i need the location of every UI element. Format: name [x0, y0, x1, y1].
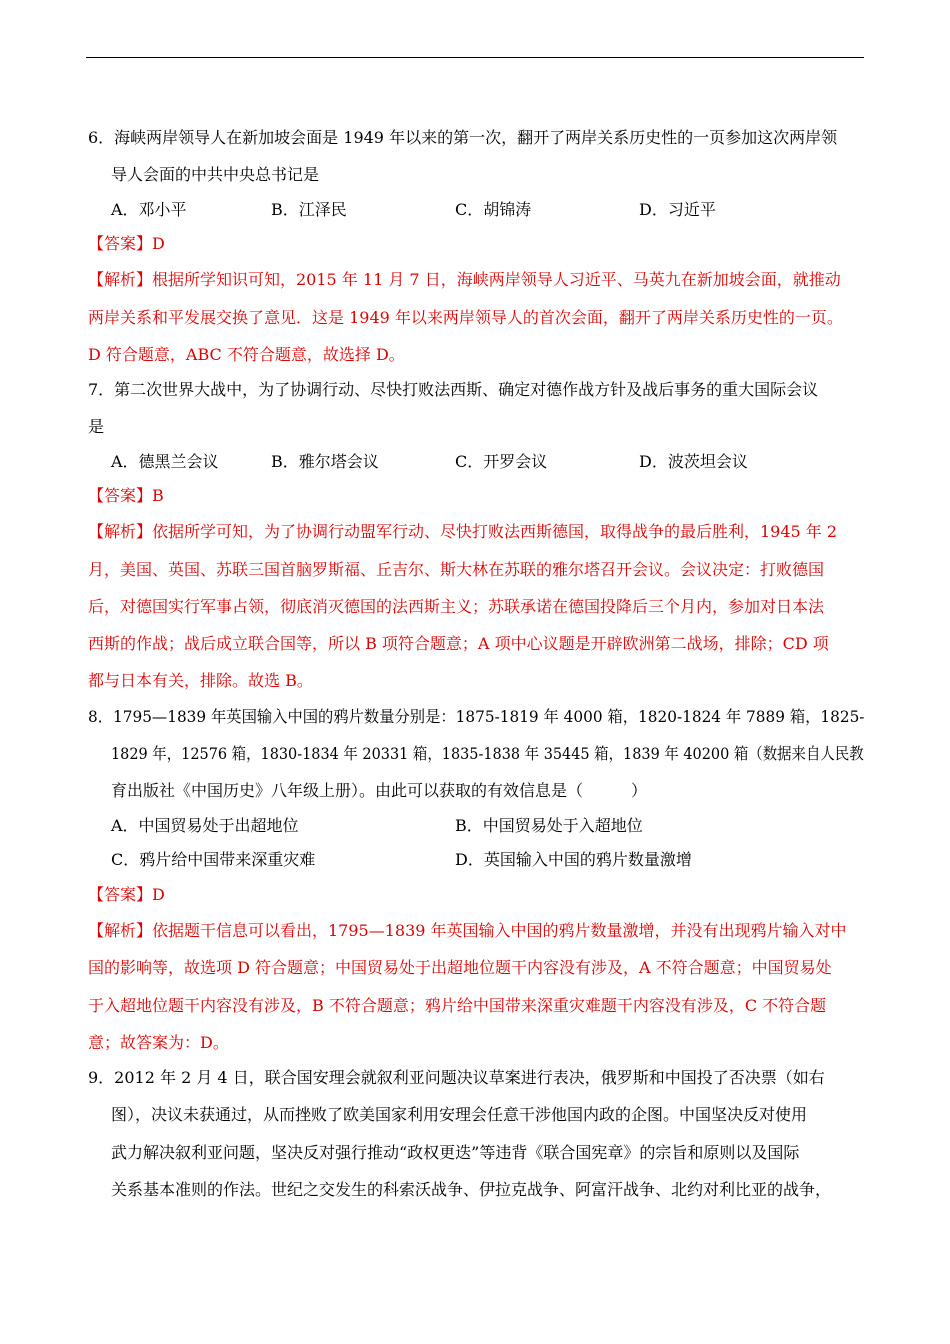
q6-stem-line-1: 6．海峡两岸领导人在新加坡会面是 1949 年以来的第一次，翻开了两岸关系历史性的一页参加这次两岸领 [88, 128, 838, 147]
q6-analysis-line-2: 两岸关系和平发展交换了意见．这是 1949 年以来两岸领导人的首次会面，翻开了两岸关系历史性的一页。 [88, 308, 843, 327]
q7-analysis-line-4: 西斯的作战；战后成立联合国等，所以 B 项符合题意；A 项中心议题是开辟欧洲第二战场，排除；CD 项 [88, 634, 829, 653]
q9-stem-line-4: 关系基本准则的作法。世纪之交发生的科索沃战争、伊拉克战争、阿富汗战争、北约对利比亚的战争， [111, 1180, 832, 1199]
q8-answer: 【答案】D [88, 885, 165, 904]
q7-option-b: B．雅尔塔会议 [271, 452, 379, 471]
q7-option-a: A．德黑兰会议 [111, 452, 219, 471]
q8-option-d: D．英国输入中国的鸦片数量激增 [455, 850, 692, 869]
q9-stem-line-1: 9．2012 年 2 月 4 日，联合国安理会就叙利亚问题决议草案进行表决，俄罗斯和中国投了否决票（如右 [88, 1068, 825, 1087]
q9-stem-line-2: 图），决议未获通过，从而挫败了欧美国家利用安理会任意干涉他国内政的企图。中国坚决反对使用 [111, 1105, 808, 1124]
q6-analysis-line-3: D 符合题意，ABC 不符合题意，故选择 D。 [88, 345, 405, 364]
q8-analysis-line-4: 意；故答案为：D。 [88, 1033, 229, 1052]
q7-stem-line-1: 7．第二次世界大战中，为了协调行动、尽快打败法西斯、确定对德作战方针及战后事务的重大国际会议 [88, 380, 819, 399]
q8-stem-line-1: 8．1795—1839 年英国输入中国的鸦片数量分别是：1875-1819 年 4000 箱，1820-1824 年 7889 箱，1825- [88, 707, 865, 726]
q7-option-c: C．开罗会议 [455, 452, 548, 471]
q7-answer: 【答案】B [88, 486, 164, 505]
q6-option-a: A．邓小平 [111, 200, 187, 219]
q7-analysis-line-1: 【解析】依据所学可知，为了协调行动盟军行动、尽快打败法西斯德国，取得战争的最后胜利，1945 年 2 [88, 522, 838, 541]
q8-stem-line-2: 1829 年，12576 箱，1830-1834 年 20331 箱，1835-1838 年 35445 箱，1839 年 40200 箱（数据来自人民教 [111, 744, 864, 763]
q7-option-d: D．波茨坦会议 [639, 452, 748, 471]
q6-option-d: D．习近平 [639, 200, 716, 219]
q7-stem-line-2: 是 [88, 417, 105, 436]
q7-analysis-line-2: 月，美国、英国、苏联三国首脑罗斯福、丘吉尔、斯大林在苏联的雅尔塔召开会议。会议决定：打败德国 [88, 560, 825, 579]
q6-stem-line-2: 导人会面的中共中央总书记是 [111, 165, 320, 184]
q6-answer: 【答案】D [88, 234, 165, 253]
q8-analysis-line-1: 【解析】依据题干信息可以看出，1795—1839 年英国输入中国的鸦片数量激增，并没有出现鸦片输入对中 [88, 921, 847, 940]
q8-analysis-line-3: 于入超地位题干内容没有涉及，B 不符合题意；鸦片给中国带来深重灾难题干内容没有涉及，C 不符合题 [88, 996, 827, 1015]
q7-analysis-line-3: 后，对德国实行军事占领，彻底消灭德国的法西斯主义；苏联承诺在德国投降后三个月内，参加对日本法 [88, 597, 825, 616]
header-rule [86, 57, 864, 58]
q8-option-b: B．中国贸易处于入超地位 [455, 816, 643, 835]
q6-option-c: C．胡锦涛 [455, 200, 532, 219]
q6-option-b: B．江泽民 [271, 200, 347, 219]
q8-option-c: C．鸦片给中国带来深重灾难 [111, 850, 316, 869]
q7-analysis-line-5: 都与日本有关，排除。故选 B。 [88, 671, 313, 690]
q8-option-a: A．中国贸易处于出超地位 [111, 816, 299, 835]
q6-analysis-line-1: 【解析】根据所学知识可知，2015 年 11 月 7 日，海峡两岸领导人习近平、马英九在新加坡会面，就推动 [88, 270, 841, 289]
q9-stem-line-3: 武力解决叙利亚问题，坚决反对强行推动“政权更迭”等违背《联合国宪章》的宗旨和原则以及国际 [111, 1143, 800, 1162]
q8-analysis-line-2: 国的影响等，故选项 D 符合题意；中国贸易处于出超地位题干内容没有涉及，A 不符合题意；中国贸易处 [88, 958, 832, 977]
q8-stem-line-3: 育出版社《中国历史》八年级上册）。由此可以获取的有效信息是（ ） [111, 781, 648, 800]
